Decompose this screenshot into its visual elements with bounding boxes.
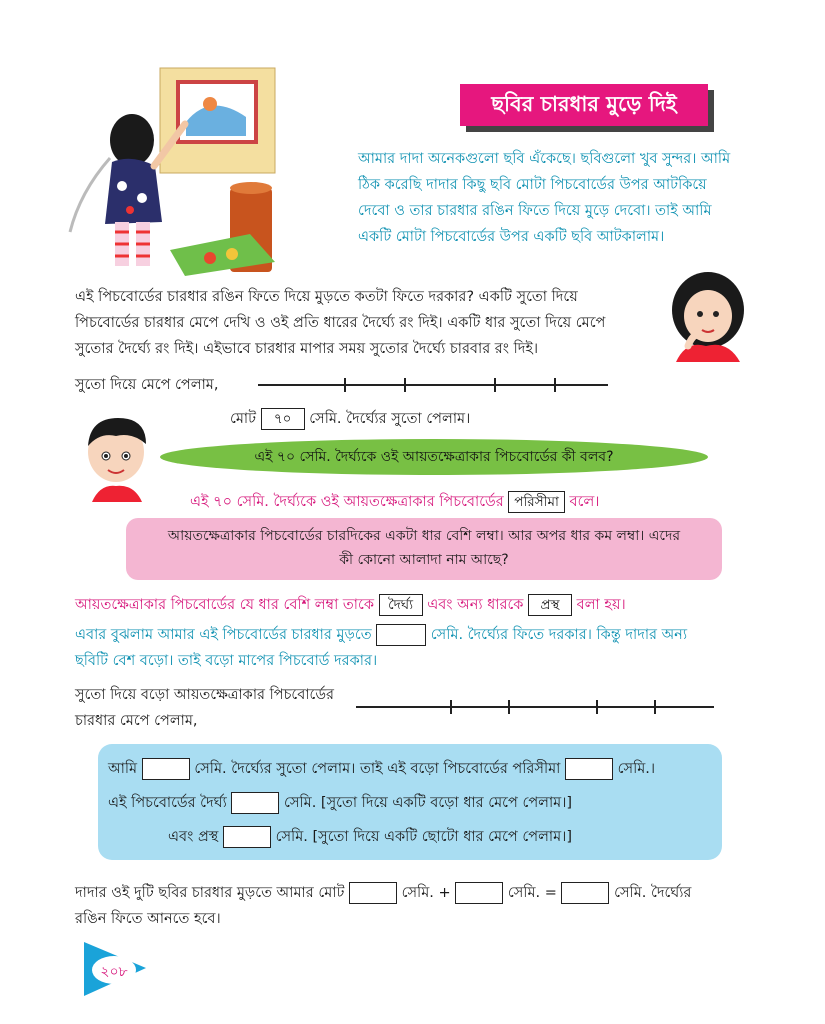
- final-text: সেমি. +: [401, 885, 451, 901]
- thread-length-input-box[interactable]: [142, 758, 190, 780]
- measurement-ruler-large: [356, 706, 714, 708]
- blue-text: সেমি. [সুতো দিয়ে একটি ছোটো ধার মেপে পেলাম।]: [275, 829, 572, 845]
- perimeter-answer-box: পরিসীমা: [508, 491, 565, 513]
- pink-line: কী কোনো আলাদা নাম আছে?: [339, 552, 509, 568]
- total-value-box: ৭০: [261, 408, 305, 430]
- blue-text: এবং প্রস্থ: [168, 829, 219, 845]
- label-line: চারধার মেপে পেলাম,: [75, 713, 198, 729]
- thread-measure-paragraph: [75, 284, 675, 362]
- blue-line-2: [108, 790, 572, 816]
- second-ribbon-box[interactable]: [455, 882, 503, 904]
- ruler-tick: [494, 378, 496, 392]
- breadth-word-box: প্রস্থ: [528, 594, 572, 616]
- total-length-line: [230, 406, 470, 432]
- final-sum-paragraph: [75, 880, 775, 932]
- intro-line: একটি মোটা পিচবোর্ডের উপর একটি ছবি আটকালাম।: [358, 229, 665, 245]
- question-text: এই ৭০ সেমি. দৈর্ঘ্যকে ওই আয়তক্ষেত্রাকার পিচবোর্ডের কী বলব?: [254, 449, 614, 465]
- intro-paragraph: [358, 146, 778, 250]
- definition-part: বলা হয়।: [576, 597, 626, 613]
- paragraph-line: ছবিটি বেশ বড়ো। তাই বড়ো মাপের পিচবোর্ড দরকার।: [75, 653, 378, 669]
- blue-text: সেমি. [সুতো দিয়ে একটি বড়ো ধার মেপে পেলাম।]: [284, 795, 573, 811]
- final-text: দাদার ওই দুটি ছবির চারধার মুড়তে আমার মোট: [75, 885, 345, 901]
- length-breadth-definition: [75, 592, 626, 618]
- total-suffix: সেমি. দৈর্ঘ্যের সুতো পেলাম।: [309, 411, 471, 427]
- paragraph-line: রঙিন ফিতে আনতে হবে।: [75, 911, 221, 927]
- boy-illustration: [76, 410, 160, 502]
- blue-line-3: [168, 824, 572, 850]
- paragraph-line: [75, 622, 765, 648]
- final-text: সেমি. =: [507, 885, 557, 901]
- intro-line: আমার দাদা অনেকগুলো ছবি এঁকেছে। ছবিগুলো খুব সুন্দর। আমি: [358, 151, 731, 167]
- pink-line: আয়তক্ষেত্রাকার পিচবোর্ডের চারদিকের একটা ধার বেশি লম্বা। আর অপর ধার কম লম্বা। এদের: [167, 528, 681, 544]
- blue-text: এই পিচবোর্ডের দৈর্ঘ্য: [108, 795, 227, 811]
- length-word-box: দৈর্ঘ্য: [379, 594, 423, 616]
- intro-line: ঠিক করেছি দাদার কিছু ছবি মোটা পিচবোর্ডের উপর আটকিয়ে: [358, 177, 707, 193]
- perimeter-input-box[interactable]: [565, 758, 613, 780]
- measure1-label: সুতো দিয়ে মেপে পেলাম,: [75, 377, 219, 393]
- page-title: ছবির চারধার মুড়ে দিই: [460, 84, 708, 126]
- ruler-tick: [450, 700, 452, 714]
- definition-part: আয়তক্ষেত্রাকার পিচবোর্ডের যে ধার বেশি লম্বা তাকে: [75, 597, 374, 613]
- paragraph-line: সুতোর দৈর্ঘ্যে রং দিই। এইভাবে চারধার মাপার সময় সুতোর দৈর্ঘ্যে চারবার রং দিই।: [75, 341, 539, 357]
- side-names-question-box: [126, 518, 722, 580]
- answer-prefix: এই ৭০ সেমি. দৈর্ঘ্যকে ওই আয়তক্ষেত্রাকার পিচবোর্ডের: [190, 494, 504, 510]
- ruler-tick: [654, 700, 656, 714]
- label-line: সুতো দিয়ে বড়ো আয়তক্ষেত্রাকার পিচবোর্ডের: [75, 687, 334, 703]
- paragraph-line: পিচবোর্ডের চারধার মেপে দেখি ও ওই প্রতি ধারের দৈর্ঘ্যে রং দিই। একটি ধার সুতো দিয়ে মেপে: [75, 315, 606, 331]
- blue-text: সেমি.।: [617, 761, 656, 777]
- ribbon-length-answer-box[interactable]: [376, 624, 426, 646]
- intro-line: দেবো ও তার চারধার রঙিন ফিতে দিয়ে মুড়ে দেবো। তাই আমি: [358, 203, 712, 219]
- paragraph-part: সেমি. দৈর্ঘ্যের ফিতে দরকার। কিন্তু দাদার অন্য: [430, 627, 688, 643]
- total-ribbon-box[interactable]: [561, 882, 609, 904]
- ruler-tick: [404, 378, 406, 392]
- length-input-box[interactable]: [231, 792, 279, 814]
- blue-line-1: [108, 756, 655, 782]
- ruler-tick: [596, 700, 598, 714]
- ruler-tick: [554, 378, 556, 392]
- thinking-girl-illustration: [666, 270, 748, 362]
- answer-suffix: বলে।: [569, 494, 600, 510]
- breadth-input-box[interactable]: [223, 826, 271, 848]
- ruler-tick: [344, 378, 346, 392]
- blue-text: আমি: [108, 761, 138, 777]
- perimeter-answer-line: [190, 489, 599, 515]
- total-prefix: মোট: [230, 411, 257, 427]
- girl-pinning-picture-illustration: [60, 62, 320, 282]
- definition-part: এবং অন্য ধারকে: [427, 597, 524, 613]
- measurement-ruler: [258, 384, 608, 386]
- first-ribbon-box[interactable]: [349, 882, 397, 904]
- measure2-label: [75, 682, 334, 734]
- question-speech-bubble: [160, 439, 708, 475]
- large-board-fill-box: [98, 744, 722, 860]
- ribbon-needed-paragraph: [75, 622, 765, 674]
- paragraph-line: এই পিচবোর্ডের চারধার রঙিন ফিতে দিয়ে মুড়তে কতটা ফিতে দরকার? একটি সুতো দিয়ে: [75, 289, 578, 305]
- paragraph-part: এবার বুঝলাম আমার এই পিচবোর্ডের চারধার মুড়তে: [75, 627, 372, 643]
- paragraph-line: [75, 880, 775, 906]
- final-text: সেমি. দৈর্ঘ্যের: [614, 885, 692, 901]
- page-number: ২০৮: [100, 964, 128, 980]
- ruler-tick: [508, 700, 510, 714]
- blue-text: সেমি. দৈর্ঘ্যের সুতো পেলাম। তাই এই বড়ো পিচবোর্ডের পরিসীমা: [194, 761, 561, 777]
